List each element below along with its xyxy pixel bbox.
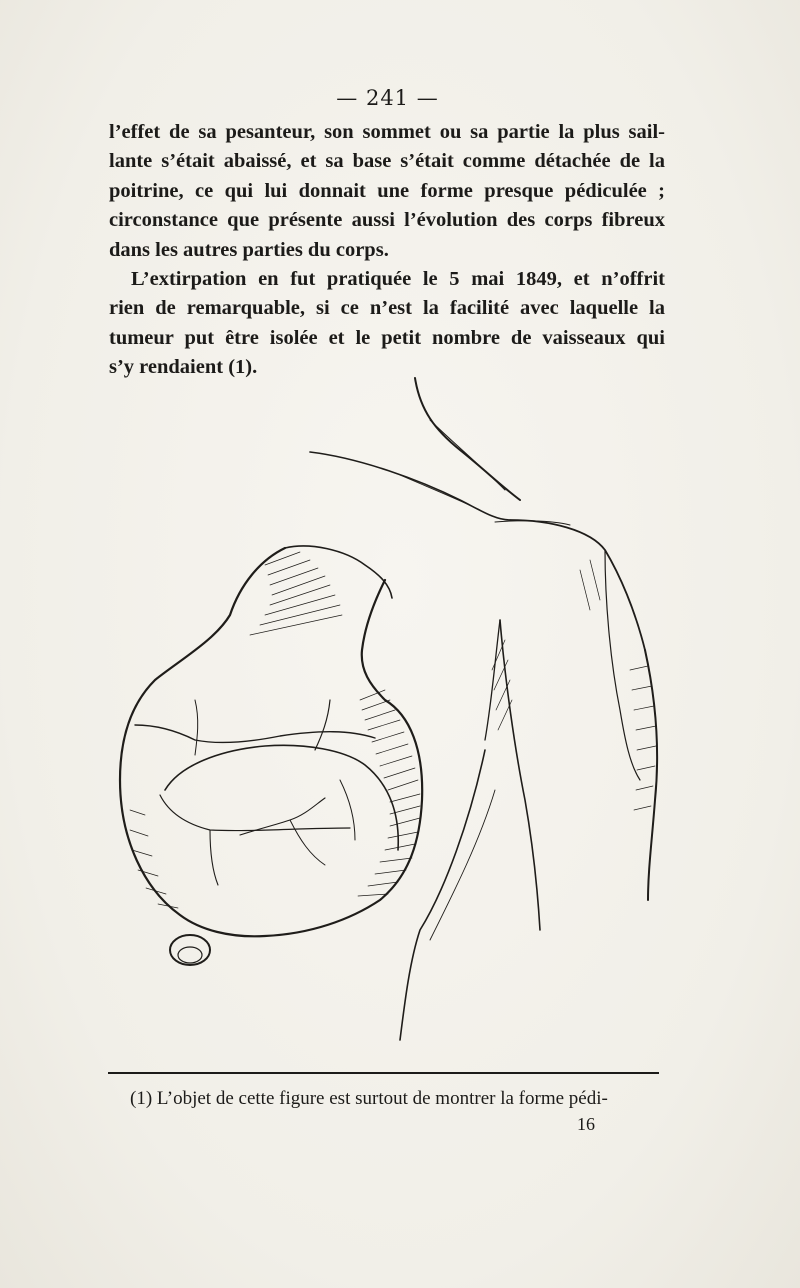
footnote: (1) L’objet de cette figure est surtout de montrer la forme pédi- (130, 1088, 608, 1109)
text-line: L’extirpation en fut pratiquée le 5 mai 1849, et n’offrit (131, 268, 665, 291)
footnote-rule (108, 1072, 659, 1074)
text-line: tumeur put être isolée et le petit nombre de vaisseaux qui (109, 326, 665, 349)
anatomical-engraving (100, 370, 680, 1070)
text-line: rien de remarquable, si ce n’est la facilité avec laquelle la (109, 297, 665, 320)
text-line: s’y rendaient (1). (109, 356, 258, 379)
paragraph-2 (109, 265, 665, 383)
paragraph-1 (109, 118, 665, 265)
text-line: circonstance que présente aussi l’évolution des corps fibreux (109, 209, 665, 232)
text-line: l’effet de sa pesanteur, son sommet ou sa partie la plus sail- (109, 121, 665, 143)
page-number: — 241 — (336, 86, 439, 110)
signature-mark: 16 (577, 1114, 595, 1134)
text-line: lante s’était abaissé, et sa base s’était comme détachée de la (109, 150, 665, 173)
text-line: poitrine, ce qui lui donnait une forme presque pédiculée ; (109, 179, 665, 202)
body-text (109, 118, 665, 383)
text-line: dans les autres parties du corps. (109, 238, 389, 261)
